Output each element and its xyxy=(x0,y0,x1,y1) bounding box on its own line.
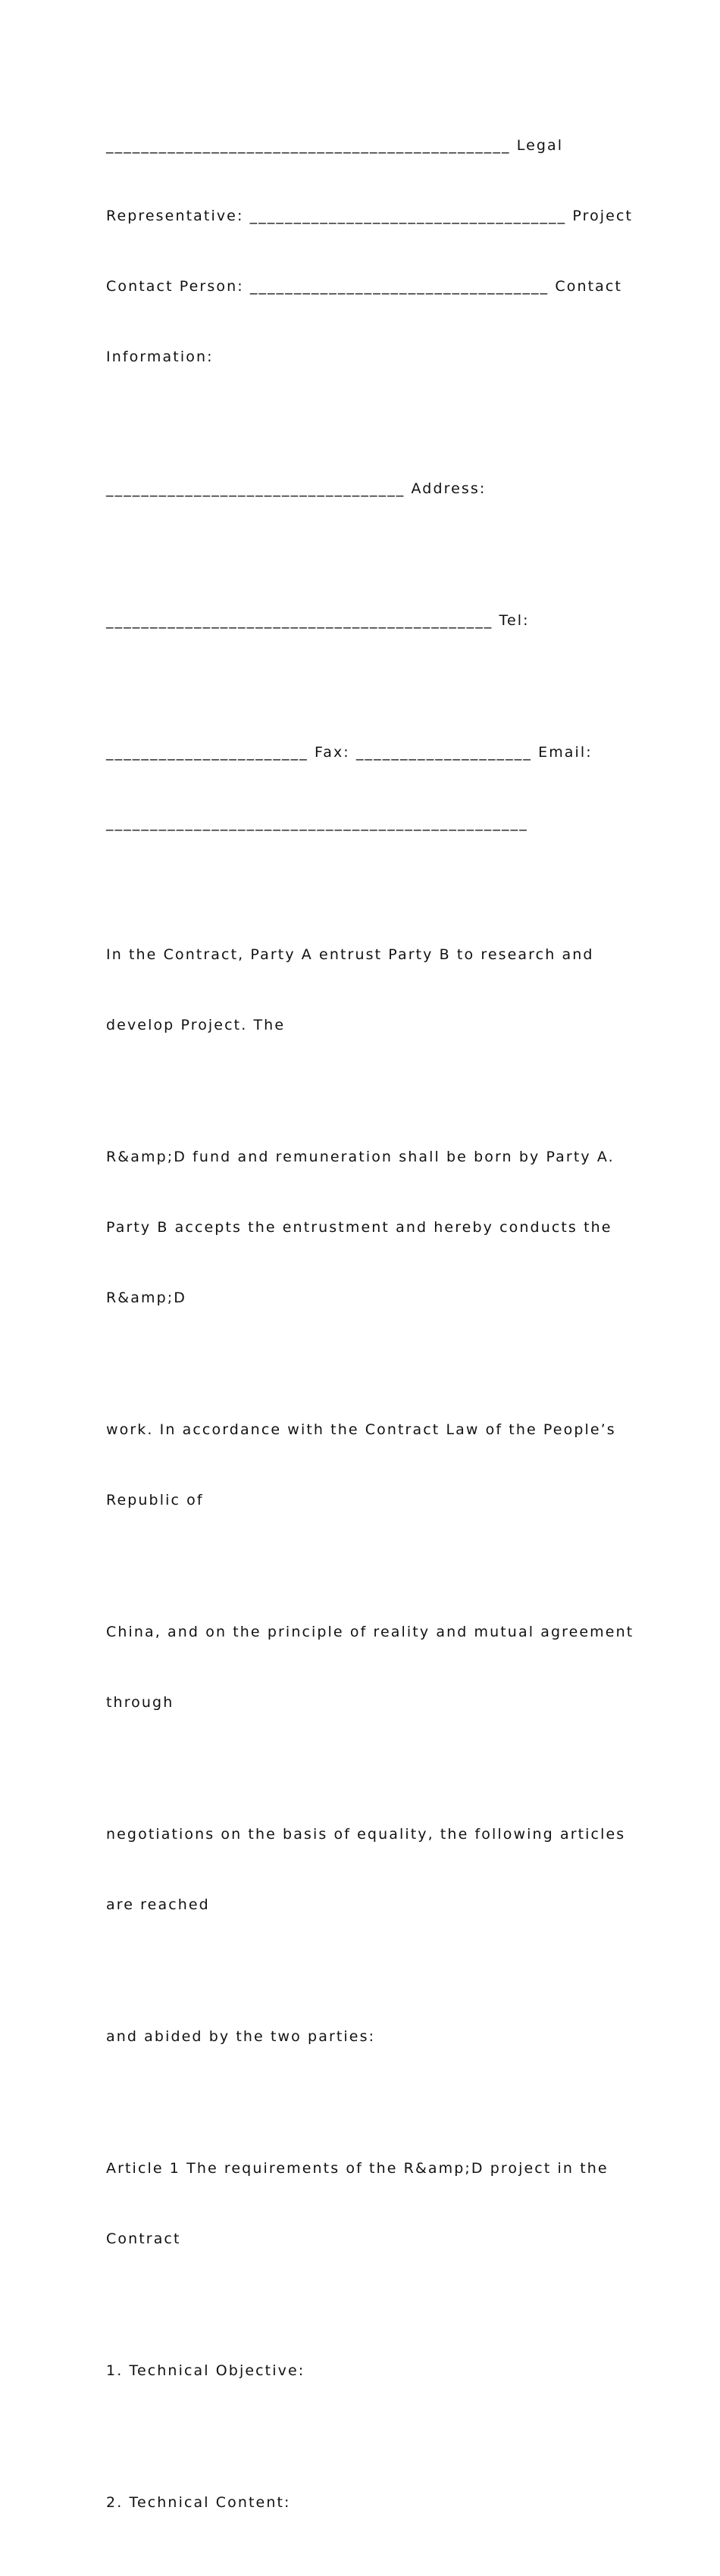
tel-line: ____________________________________________ Tel: xyxy=(106,612,530,629)
article-1-heading xyxy=(106,2110,621,2298)
tel-field xyxy=(106,562,621,680)
text-line: Article 1 The requirements of the R&amp;D project in the xyxy=(106,2160,609,2177)
text-line: Republic of xyxy=(106,1492,204,1508)
text-line: develop Project. The xyxy=(106,1017,286,1033)
fax-email-line-2: ________________________________________________ xyxy=(106,814,528,831)
technical-objective-item xyxy=(106,2312,621,2430)
text-line: negotiations on the basis of equality, the following articles xyxy=(106,1826,626,1843)
contact-line-1: ______________________________________________ Legal xyxy=(106,137,564,154)
funding-paragraph xyxy=(106,1099,621,1357)
text-line: through xyxy=(106,1694,174,1711)
negotiation-paragraph xyxy=(106,1776,626,1964)
text-line: 2. Technical Content: xyxy=(106,2494,291,2511)
principle-paragraph xyxy=(106,1574,634,1762)
text-line: are reached xyxy=(106,1896,210,1913)
text-line: and abided by the two parties: xyxy=(106,2028,376,2045)
fax-email-line-1: _______________________ Fax: ____________________ Email: xyxy=(106,744,593,761)
contact-line-4: Information: xyxy=(106,349,214,365)
address-field xyxy=(106,430,621,548)
party-contact-block xyxy=(106,87,634,416)
intro-paragraph xyxy=(106,896,621,1084)
address-line: __________________________________ Address: xyxy=(106,480,487,497)
text-line: In the Contract, Party A entrust Party B to research and xyxy=(106,946,594,963)
contact-line-2: Representative: ____________________________________ Project xyxy=(106,208,634,224)
text-line: Contract xyxy=(106,2231,181,2247)
text-line: R&amp;D fund and remuneration shall be born by Party A. xyxy=(106,1149,615,1165)
agreement-paragraph xyxy=(106,1978,621,2096)
fax-email-field xyxy=(106,694,621,882)
text-line: China, and on the principle of reality and mutual agreement xyxy=(106,1624,634,1640)
text-line: R&amp;D xyxy=(106,1290,186,1306)
text-line: 1. Technical Objective: xyxy=(106,2362,305,2379)
law-paragraph xyxy=(106,1371,621,1559)
contact-line-3: Contact Person: __________________________________ Contact xyxy=(106,278,623,295)
technical-content-item xyxy=(106,2444,621,2562)
text-line: work. In accordance with the Contract Law of the People’s xyxy=(106,1421,616,1438)
text-line: Party B accepts the entrustment and hereby conducts the xyxy=(106,1219,612,1236)
document-page xyxy=(106,87,634,2576)
